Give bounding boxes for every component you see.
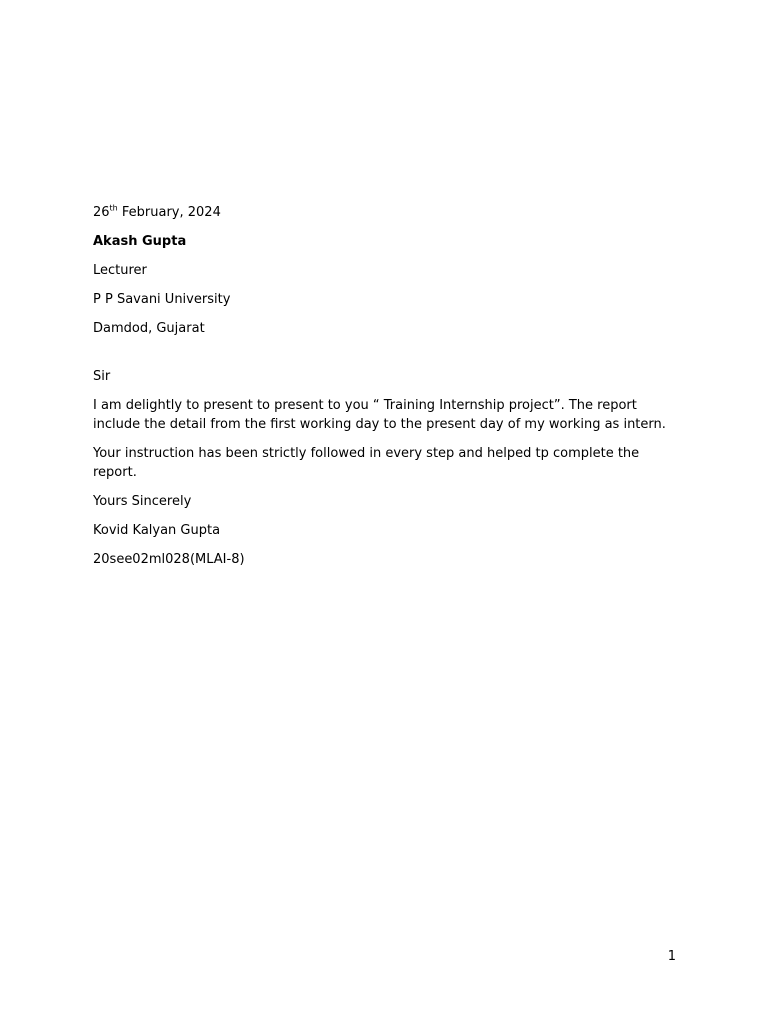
date-ordinal-suffix: th xyxy=(109,203,118,213)
closing: Yours Sincerely xyxy=(93,494,192,509)
sender-name: Kovid Kalyan Gupta xyxy=(93,523,221,538)
body-paragraph-2: Your instruction has been strictly followed in every step and helped tp complete the report. xyxy=(93,446,640,480)
recipient-organization: P P Savani University xyxy=(93,292,231,307)
date-month-year: February, 2024 xyxy=(117,205,221,220)
letter-date xyxy=(93,203,683,222)
date-day: 26 xyxy=(93,205,110,220)
recipient-title: Lecturer xyxy=(93,263,147,278)
salutation: Sir xyxy=(93,369,111,384)
sender-id: 20see02ml028(MLAI-8) xyxy=(93,552,245,567)
page-number: 1 xyxy=(667,949,676,964)
recipient-name: Akash Gupta xyxy=(93,234,187,249)
recipient-location: Damdod, Gujarat xyxy=(93,321,205,336)
body-paragraph-1: I am delightly to present to present to you “ Training Internship project”. The report include the detail from the first working day to the present day of my working as intern. xyxy=(93,398,666,432)
cover-letter xyxy=(93,203,683,579)
